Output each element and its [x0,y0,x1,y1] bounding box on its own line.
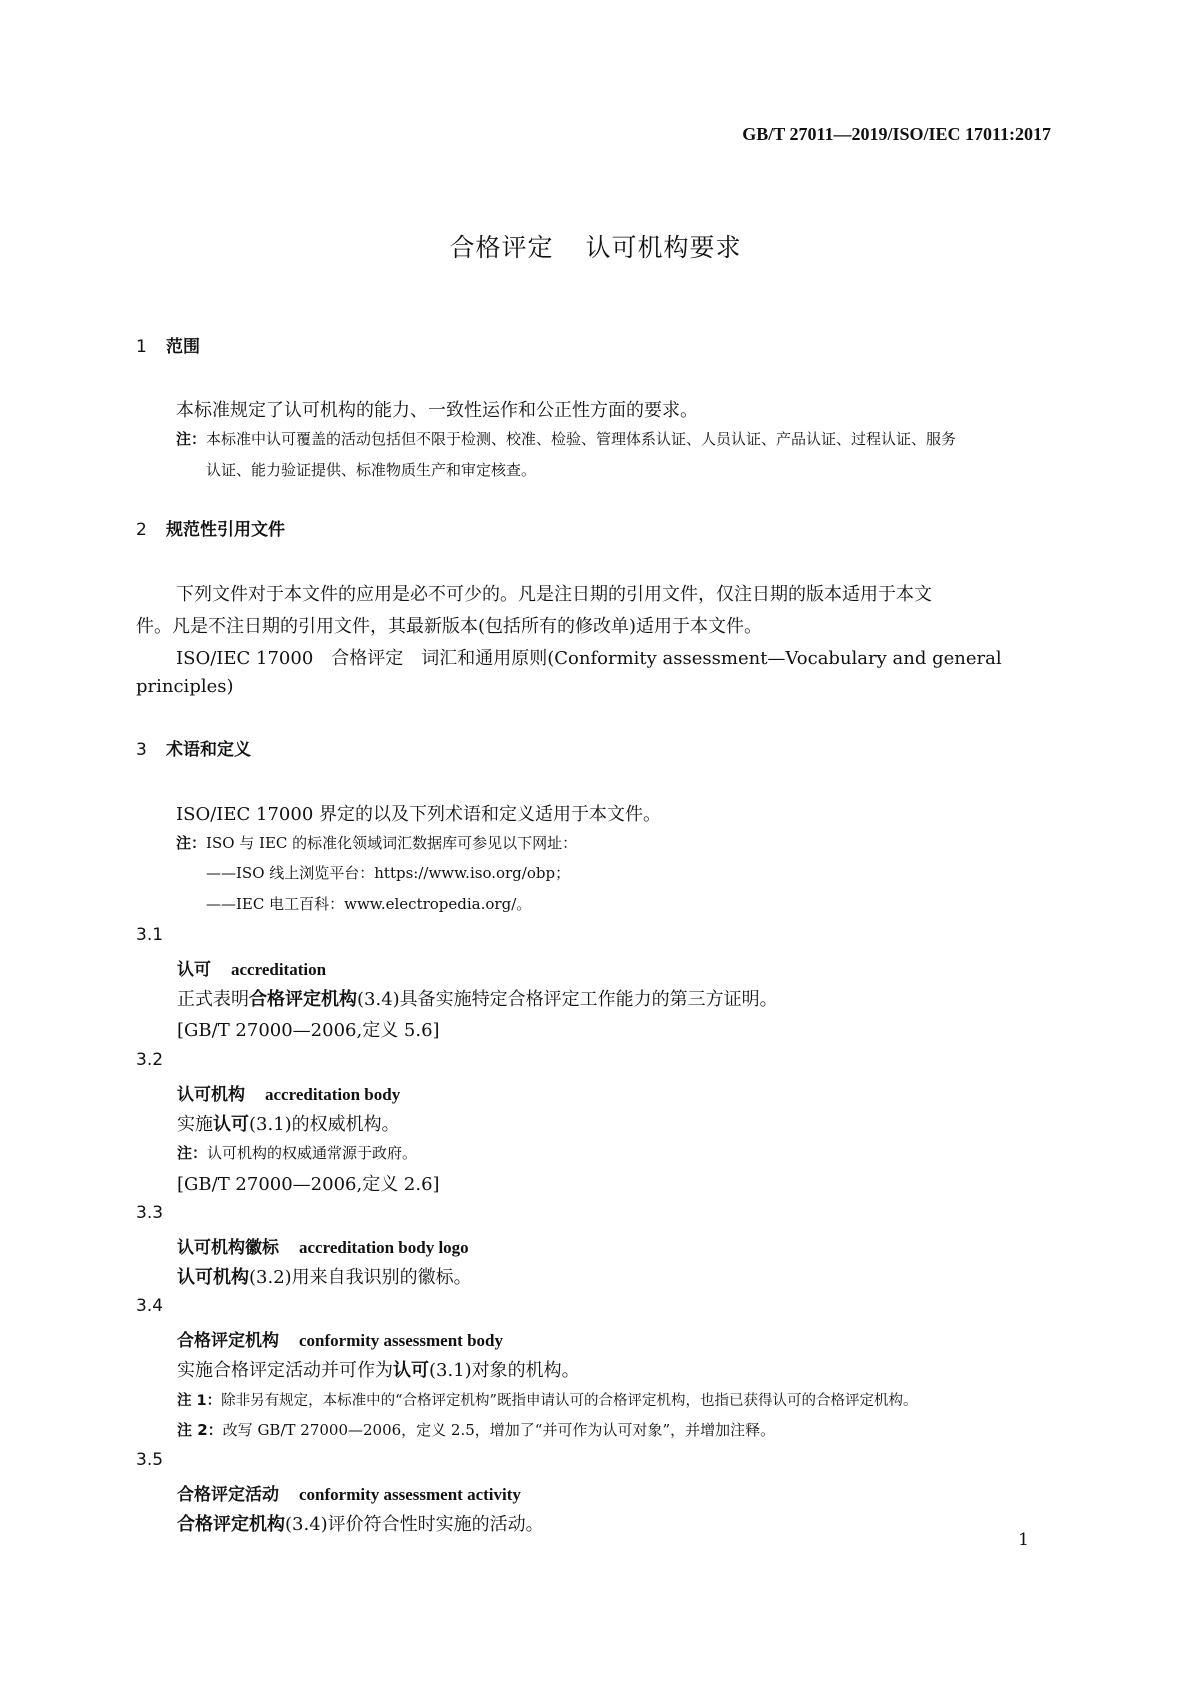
section-number: 1 [136,337,147,357]
title-part-1: 合格评定 [449,233,554,262]
term-definition [177,1356,580,1382]
term-note-1 [177,1389,917,1410]
standard-code-header: GB/T 27011—2019/ISO/IEC 17011:2017 [742,124,1051,144]
term-chinese: 认可机构徽标 [177,1238,279,1258]
definition-text: 实施 [177,1114,213,1135]
cross-reference-term: 认可机构 [177,1267,249,1288]
term-definition [177,1510,544,1536]
normative-reference-entry-cont: principles) [136,676,234,697]
term-note [177,1142,417,1163]
definition-text: (3.4)具备实施特定合格评定工作能力的第三方证明。 [357,989,778,1010]
term-number: 3.5 [136,1450,164,1470]
normative-ref-paragraph-line2: 件。凡是不注日期的引用文件，其最新版本(包括所有的修改单)适用于本文件。 [136,616,763,637]
term-chinese: 认可机构 [177,1085,245,1105]
terms-note [176,832,577,853]
term-definition [177,1110,400,1136]
note-label: 注 1： [177,1393,222,1409]
term-english: accreditation [231,960,327,979]
term-source: [GB/T 27000—2006,定义 5.6] [177,1020,440,1041]
cross-reference-term: 合格评定机构 [249,989,357,1010]
terms-note-item-iso: ——ISO 线上浏览平台：https://www.iso.org/obp； [206,864,571,882]
section-title: 术语和定义 [166,740,251,760]
section-1-heading [136,332,200,357]
term-english: conformity assessment body [299,1331,503,1350]
term-chinese: 认可 [177,960,211,980]
scope-paragraph: 本标准规定了认可机构的能力、一致性运作和公正性方面的要求。 [176,400,698,421]
note-text: ISO 与 IEC 的标准化领域词汇数据库可参见以下网址： [206,834,578,852]
terms-note-item-iec: ——IEC 电工百科：www.electropedia.org/。 [206,895,532,913]
section-title: 范围 [166,337,200,357]
term-number: 3.1 [136,925,164,945]
note-text: 改写 GB/T 27000—2006，定义 2.5，增加了“并可作为认可对象”，并增加注释。 [222,1421,776,1439]
term-heading [177,1080,400,1105]
normative-ref-paragraph-line1: 下列文件对于本文件的应用是必不可少的。凡是注日期的引用文件，仅注日期的版本适用于本文 [176,584,932,605]
definition-text: (3.2)用来自我识别的徽标。 [249,1267,472,1288]
note-text: 本标准中认可覆盖的活动包括但不限于检测、校准、检验、管理体系认证、人员认证、产品认证、过程认证、服务 [206,430,957,448]
term-number: 3.2 [136,1050,164,1070]
term-chinese: 合格评定活动 [177,1485,279,1505]
document-title [0,228,1191,264]
terms-intro-paragraph: ISO/IEC 17000 界定的以及下列术语和定义适用于本文件。 [176,804,661,825]
normative-reference-entry: ISO/IEC 17000 合格评定 词汇和通用原则(Conformity assessment—Vocabulary and general [176,648,1002,669]
title-part-2: 认可机构要求 [585,233,742,262]
definition-text: (3.1)的权威机构。 [249,1114,400,1135]
cross-reference-term: 认可 [213,1114,249,1135]
scope-note-continued: 认证、能力验证提供、标准物质生产和审定核查。 [206,461,537,479]
definition-text: 实施合格评定活动并可作为 [177,1360,393,1381]
term-heading [177,955,326,980]
note-text: 除非另有规定，本标准中的“合格评定机构”既指申请认可的合格评定机构，也指已获得认可的合格评定机构。 [221,1393,918,1409]
term-english: accreditation body logo [299,1238,469,1257]
term-source: [GB/T 27000—2006,定义 2.6] [177,1174,440,1195]
cross-reference-term: 认可 [393,1360,429,1381]
section-number: 3 [136,740,147,760]
scope-note [176,428,956,449]
term-note-2 [177,1419,775,1440]
page-number: 1 [1018,1530,1029,1550]
note-text: 认可机构的权威通常源于政府。 [207,1144,418,1162]
term-definition [177,985,778,1011]
term-english: conformity assessment activity [299,1485,521,1504]
definition-text: 正式表明 [177,989,249,1010]
note-label: 注： [176,834,207,852]
term-number: 3.4 [136,1296,164,1316]
definition-text: (3.1)对象的机构。 [429,1360,580,1381]
section-2-heading [136,515,285,540]
cross-reference-term: 合格评定机构 [177,1514,285,1535]
term-heading [177,1480,521,1505]
note-label: 注： [176,430,207,448]
section-3-heading [136,735,251,760]
term-chinese: 合格评定机构 [177,1331,279,1351]
definition-text: (3.4)评价符合性时实施的活动。 [285,1514,544,1535]
term-english: accreditation body [265,1085,401,1104]
term-heading [177,1233,469,1258]
term-number: 3.3 [136,1203,164,1223]
note-label: 注 2： [177,1421,223,1439]
section-title: 规范性引用文件 [166,520,285,540]
note-label: 注： [177,1144,208,1162]
term-definition [177,1263,472,1289]
section-number: 2 [136,520,147,540]
term-heading [177,1326,503,1351]
